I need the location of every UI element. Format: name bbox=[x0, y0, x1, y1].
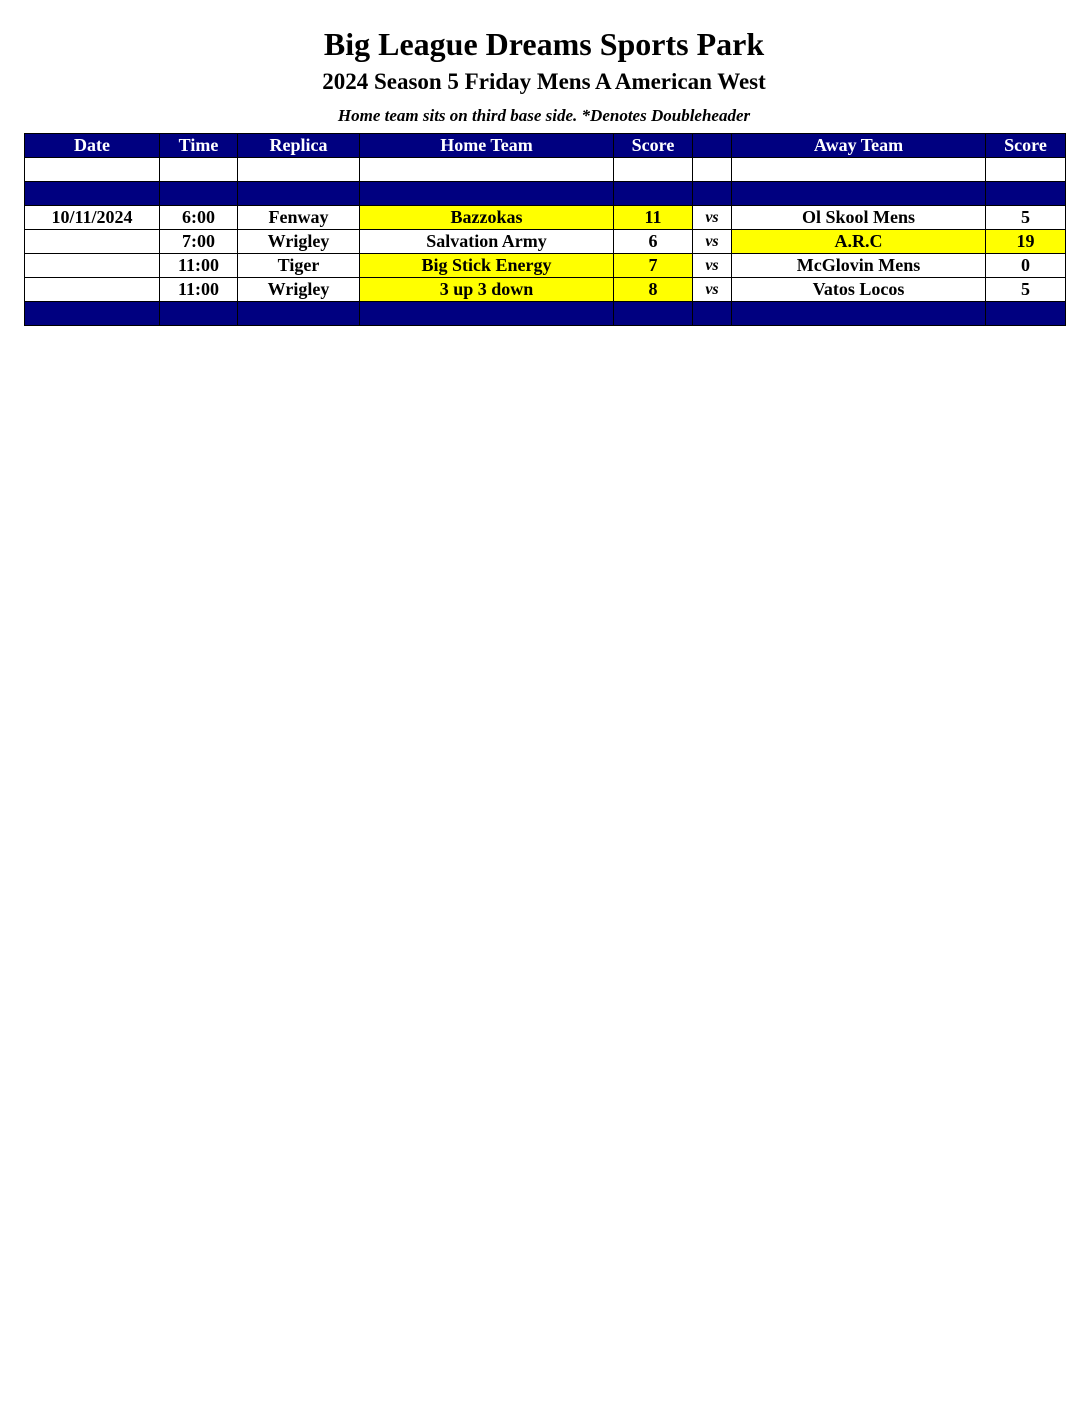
home-score: 8 bbox=[614, 278, 693, 302]
game-time: 11:00 bbox=[160, 254, 238, 278]
empty-cell bbox=[693, 158, 732, 182]
divider-band-row bbox=[25, 302, 1066, 326]
home-team: Salvation Army bbox=[360, 230, 614, 254]
column-header-time: Time bbox=[160, 134, 238, 158]
empty-cell bbox=[25, 158, 160, 182]
band-cell bbox=[25, 182, 160, 206]
band-cell bbox=[614, 182, 693, 206]
band-cell bbox=[986, 182, 1066, 206]
schedule-note: Home team sits on third base side. *Denotes Doubleheader bbox=[337, 106, 751, 125]
away-score: 0 bbox=[986, 254, 1066, 278]
divider-band-row bbox=[25, 182, 1066, 206]
home-score: 7 bbox=[614, 254, 693, 278]
band-cell bbox=[360, 182, 614, 206]
game-time: 7:00 bbox=[160, 230, 238, 254]
game-row bbox=[25, 206, 1066, 230]
column-header-home-team: Home Team bbox=[360, 134, 614, 158]
vs-label: vs bbox=[693, 254, 732, 278]
away-score: 5 bbox=[986, 278, 1066, 302]
game-date bbox=[25, 230, 160, 254]
game-date bbox=[25, 254, 160, 278]
vs-label: vs bbox=[693, 206, 732, 230]
band-cell bbox=[160, 182, 238, 206]
band-cell bbox=[732, 302, 986, 326]
band-cell bbox=[360, 302, 614, 326]
column-header-away-team: Away Team bbox=[732, 134, 986, 158]
band-cell bbox=[25, 302, 160, 326]
game-row bbox=[25, 254, 1066, 278]
vs-label: vs bbox=[693, 230, 732, 254]
column-header-replica: Replica bbox=[238, 134, 360, 158]
home-team: Bazzokas bbox=[360, 206, 614, 230]
page-title: Big League Dreams Sports Park bbox=[323, 26, 765, 62]
empty-cell bbox=[732, 158, 986, 182]
vs-label: vs bbox=[693, 278, 732, 302]
away-team: McGlovin Mens bbox=[732, 254, 986, 278]
empty-cell bbox=[238, 158, 360, 182]
column-header-vs bbox=[693, 134, 732, 158]
game-date bbox=[25, 278, 160, 302]
game-date: 10/11/2024 bbox=[25, 206, 160, 230]
game-replica: Fenway bbox=[238, 206, 360, 230]
empty-cell bbox=[360, 158, 614, 182]
home-score: 11 bbox=[614, 206, 693, 230]
game-time: 6:00 bbox=[160, 206, 238, 230]
band-cell bbox=[693, 182, 732, 206]
band-cell bbox=[986, 302, 1066, 326]
home-team: Big Stick Energy bbox=[360, 254, 614, 278]
column-header-away-score: Score bbox=[986, 134, 1066, 158]
page-subtitle: 2024 Season 5 Friday Mens A American West bbox=[322, 69, 766, 94]
away-team: A.R.C bbox=[732, 230, 986, 254]
away-score: 5 bbox=[986, 206, 1066, 230]
empty-cell bbox=[986, 158, 1066, 182]
home-score: 6 bbox=[614, 230, 693, 254]
empty-cell bbox=[160, 158, 238, 182]
column-header-home-score: Score bbox=[614, 134, 693, 158]
band-cell bbox=[614, 302, 693, 326]
band-cell bbox=[160, 302, 238, 326]
away-team: Vatos Locos bbox=[732, 278, 986, 302]
empty-cell bbox=[614, 158, 693, 182]
game-replica: Tiger bbox=[238, 254, 360, 278]
game-replica: Wrigley bbox=[238, 278, 360, 302]
away-score: 19 bbox=[986, 230, 1066, 254]
header-row bbox=[25, 134, 1066, 158]
game-row bbox=[25, 230, 1066, 254]
home-team: 3 up 3 down bbox=[360, 278, 614, 302]
band-cell bbox=[693, 302, 732, 326]
schedule-table bbox=[24, 133, 1066, 326]
away-team: Ol Skool Mens bbox=[732, 206, 986, 230]
band-cell bbox=[732, 182, 986, 206]
game-time: 11:00 bbox=[160, 278, 238, 302]
game-row bbox=[25, 278, 1066, 302]
band-cell bbox=[238, 182, 360, 206]
column-header-date: Date bbox=[25, 134, 160, 158]
empty-row bbox=[25, 158, 1066, 182]
game-replica: Wrigley bbox=[238, 230, 360, 254]
band-cell bbox=[238, 302, 360, 326]
